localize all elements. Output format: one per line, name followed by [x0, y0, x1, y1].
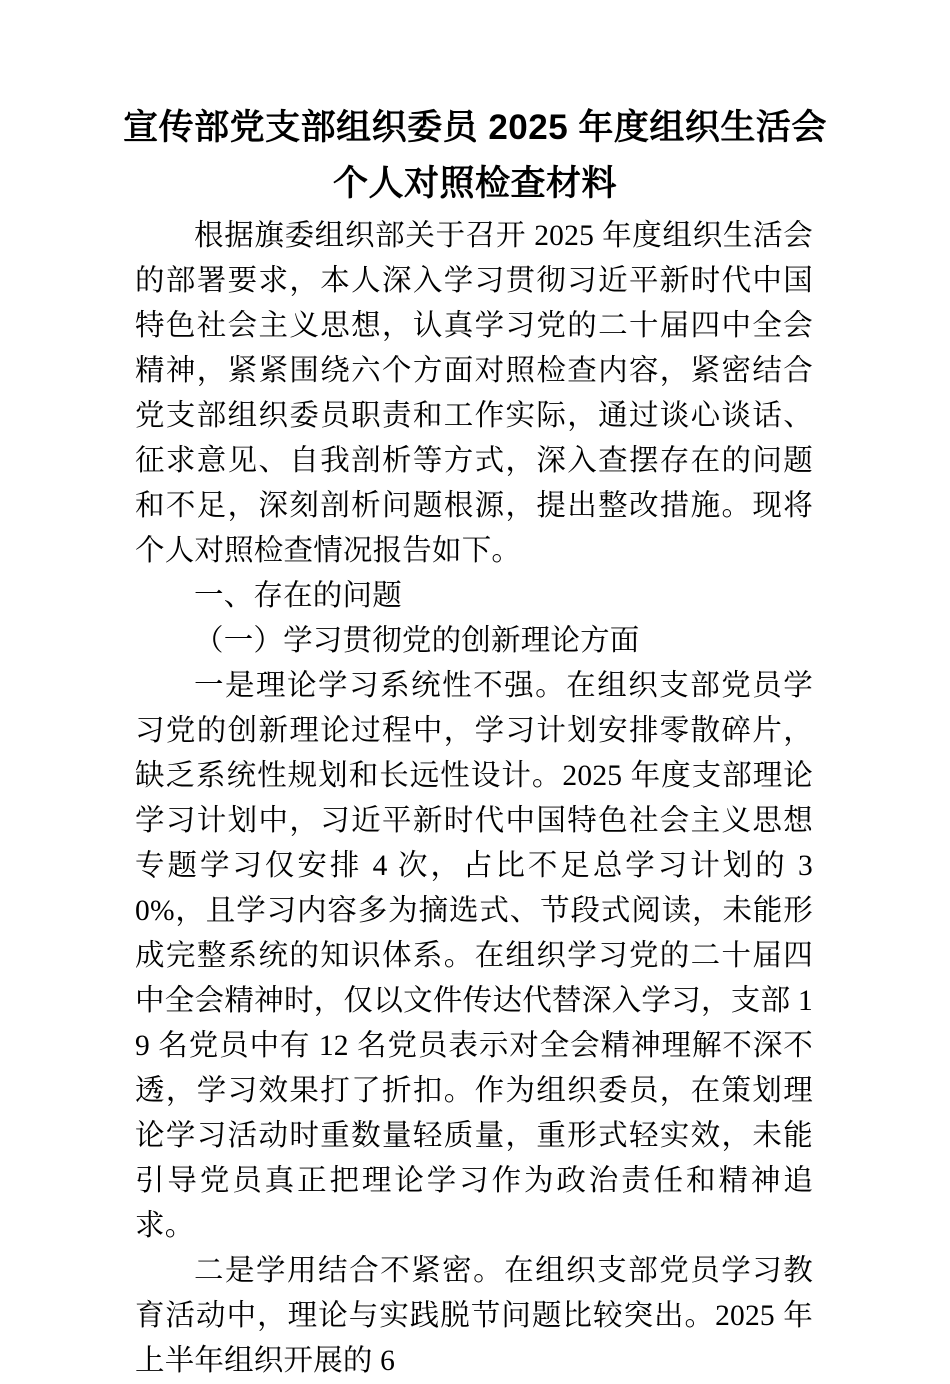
heading-innovative-theory: （一）学习贯彻党的创新理论方面	[194, 625, 640, 657]
heading-existing-problems: 一、存在的问题	[194, 580, 402, 612]
paragraph-point-two: 二是学用结合不紧密。在组织支部党员学习教育活动中，理论与实践脱节问题比较突出。2025 年上半年组织开展的 6	[135, 1255, 813, 1377]
document-title: 宣传部党支部组织委员 2025 年度组织生活会个人对照检查材料	[123, 108, 827, 203]
paragraph-point-one: 一是理论学习系统性不强。在组织支部党员学习党的创新理论过程中，学习计划安排零散碎片，缺乏系统性规划和长远性设计。2025 年度支部理论学习计划中，习近平新时代中国特色社会主义思想专题学习仅安排 4 次，占比不足总学习计划的 30%，且学习内容多为摘选式、节段式阅读，未能形成完整系统的知识体系。在组织学习党的二十届四中全会精神时，仅以文件传达代替深入学习，支部 19 名党员中有 12 名党员表示对全会精神理解不深不透，学习效果打了折扣。作为组织委员，在策划理论学习活动时重数量轻质量，重形式轻实效，未能引导党员真正把理论学习作为政治责任和精神追求。	[135, 670, 813, 1242]
document-body	[135, 214, 813, 1384]
paragraph-preamble: 根据旗委组织部关于召开 2025 年度组织生活会的部署要求，本人深入学习贯彻习近平新时代中国特色社会主义思想，认真学习党的二十届四中全会精神，紧紧围绕六个方面对照检查内容，紧密结合党支部组织委员职责和工作实际，通过谈心谈话、征求意见、自我剖析等方式，深入查摆存在的问题和不足，深刻剖析问题根源，提出整改措施。现将个人对照检查情况报告如下。	[135, 220, 813, 567]
